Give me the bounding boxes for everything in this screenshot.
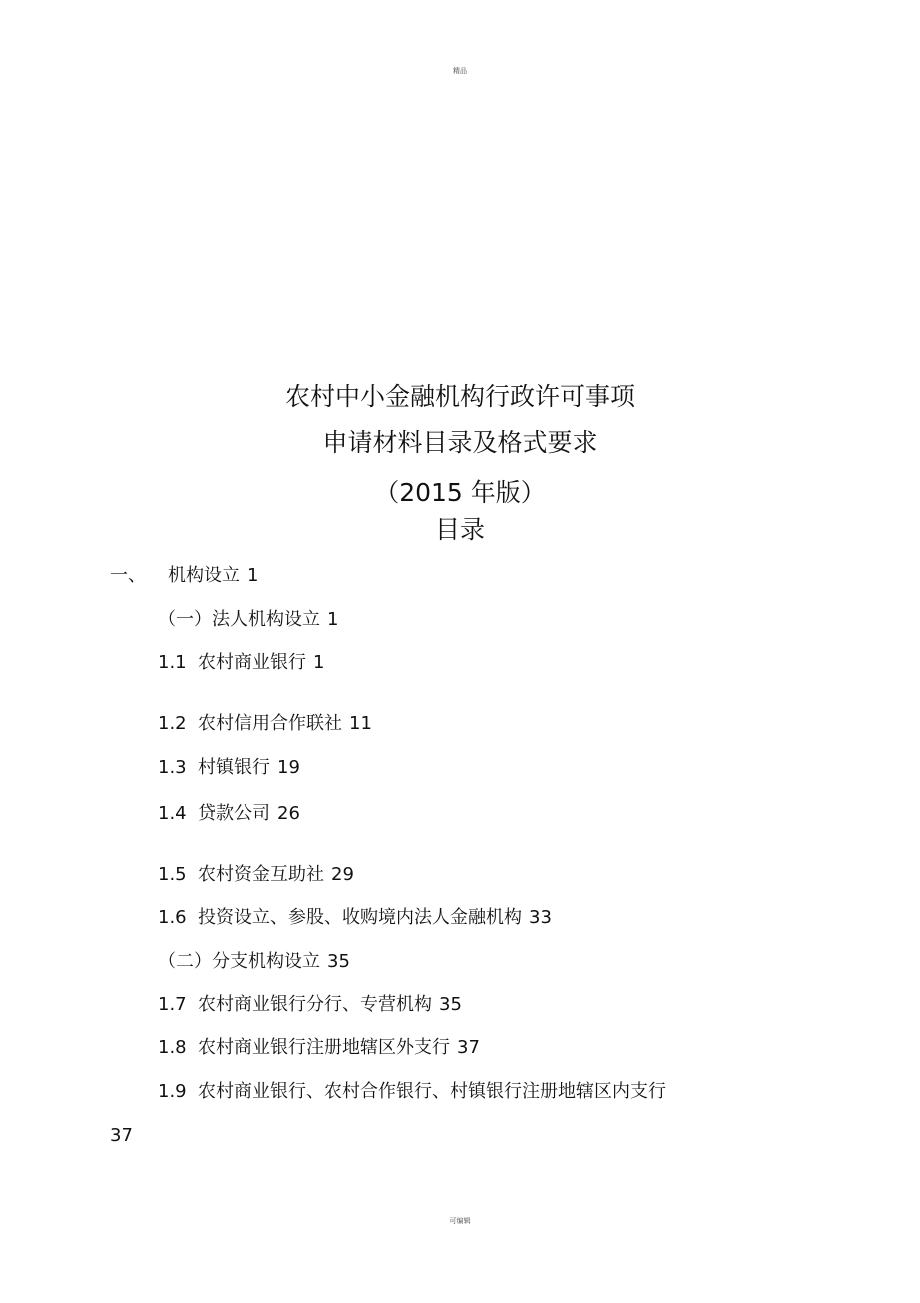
toc-page-number: 37 bbox=[457, 1037, 480, 1058]
toc-page-number: 1 bbox=[313, 652, 325, 673]
toc-item-1-1[interactable] bbox=[158, 650, 324, 676]
toc-item-1-5[interactable] bbox=[158, 862, 354, 888]
toc-heading: 目录 bbox=[434, 515, 485, 544]
toc-item-number: 1.6 bbox=[158, 907, 187, 928]
header-watermark: 精品 bbox=[453, 67, 467, 75]
toc-section-1[interactable] bbox=[110, 563, 258, 589]
toc-item-number: 1.2 bbox=[158, 713, 187, 734]
toc-section-number: 一、 bbox=[110, 565, 146, 586]
toc-item-1-3[interactable] bbox=[158, 755, 300, 781]
toc-item-number: 1.7 bbox=[158, 994, 187, 1015]
toc-item-1-9-page bbox=[110, 1123, 133, 1149]
toc-item-number: 1.8 bbox=[158, 1037, 187, 1058]
toc-page-number: 37 bbox=[110, 1125, 133, 1146]
toc-page-number: 29 bbox=[331, 864, 354, 885]
toc-item-text: 农村商业银行 bbox=[198, 652, 306, 673]
toc-item-number: 1.4 bbox=[158, 803, 187, 824]
document-title-line-2: 申请材料目录及格式要求 bbox=[322, 428, 598, 457]
toc-item-1-6[interactable] bbox=[158, 905, 552, 931]
toc-item-text: 农村资金互助社 bbox=[198, 864, 324, 885]
toc-subsection-text: （一）法人机构设立 bbox=[158, 609, 320, 630]
toc-item-number: 1.9 bbox=[158, 1081, 187, 1102]
toc-page-number: 35 bbox=[327, 951, 350, 972]
toc-item-number: 1.5 bbox=[158, 864, 187, 885]
toc-subsection-1[interactable] bbox=[158, 607, 338, 633]
document-title-edition: （2015 年版） bbox=[374, 478, 546, 507]
toc-item-text: 农村信用合作联社 bbox=[198, 713, 342, 734]
toc-item-number: 1.1 bbox=[158, 652, 187, 673]
document-title-line-1: 农村中小金融机构行政许可事项 bbox=[284, 382, 635, 411]
toc-subsection-text: （二）分支机构设立 bbox=[158, 951, 320, 972]
footer-watermark: 可编辑 bbox=[449, 1217, 471, 1225]
toc-page-number: 11 bbox=[349, 713, 372, 734]
toc-page-number: 35 bbox=[439, 994, 462, 1015]
toc-item-text: 村镇银行 bbox=[198, 757, 270, 778]
toc-item-1-9[interactable] bbox=[158, 1079, 666, 1105]
toc-item-1-8[interactable] bbox=[158, 1035, 480, 1061]
toc-page-number: 1 bbox=[327, 609, 339, 630]
toc-item-text: 农村商业银行分行、专营机构 bbox=[198, 994, 432, 1015]
toc-item-1-4[interactable] bbox=[158, 801, 300, 827]
toc-item-1-7[interactable] bbox=[158, 992, 462, 1018]
toc-section-text: 机构设立 bbox=[168, 565, 240, 586]
toc-page-number: 26 bbox=[277, 803, 300, 824]
toc-page-number: 19 bbox=[277, 757, 300, 778]
toc-item-text: 农村商业银行注册地辖区外支行 bbox=[198, 1037, 450, 1058]
toc-item-text: 农村商业银行、农村合作银行、村镇银行注册地辖区内支行 bbox=[198, 1081, 666, 1102]
toc-page-number: 1 bbox=[247, 565, 259, 586]
toc-page-number: 33 bbox=[529, 907, 552, 928]
toc-item-text: 投资设立、参股、收购境内法人金融机构 bbox=[198, 907, 522, 928]
toc-item-text: 贷款公司 bbox=[198, 803, 270, 824]
toc-subsection-2[interactable] bbox=[158, 949, 350, 975]
toc-item-number: 1.3 bbox=[158, 757, 187, 778]
toc-item-1-2[interactable] bbox=[158, 711, 372, 737]
